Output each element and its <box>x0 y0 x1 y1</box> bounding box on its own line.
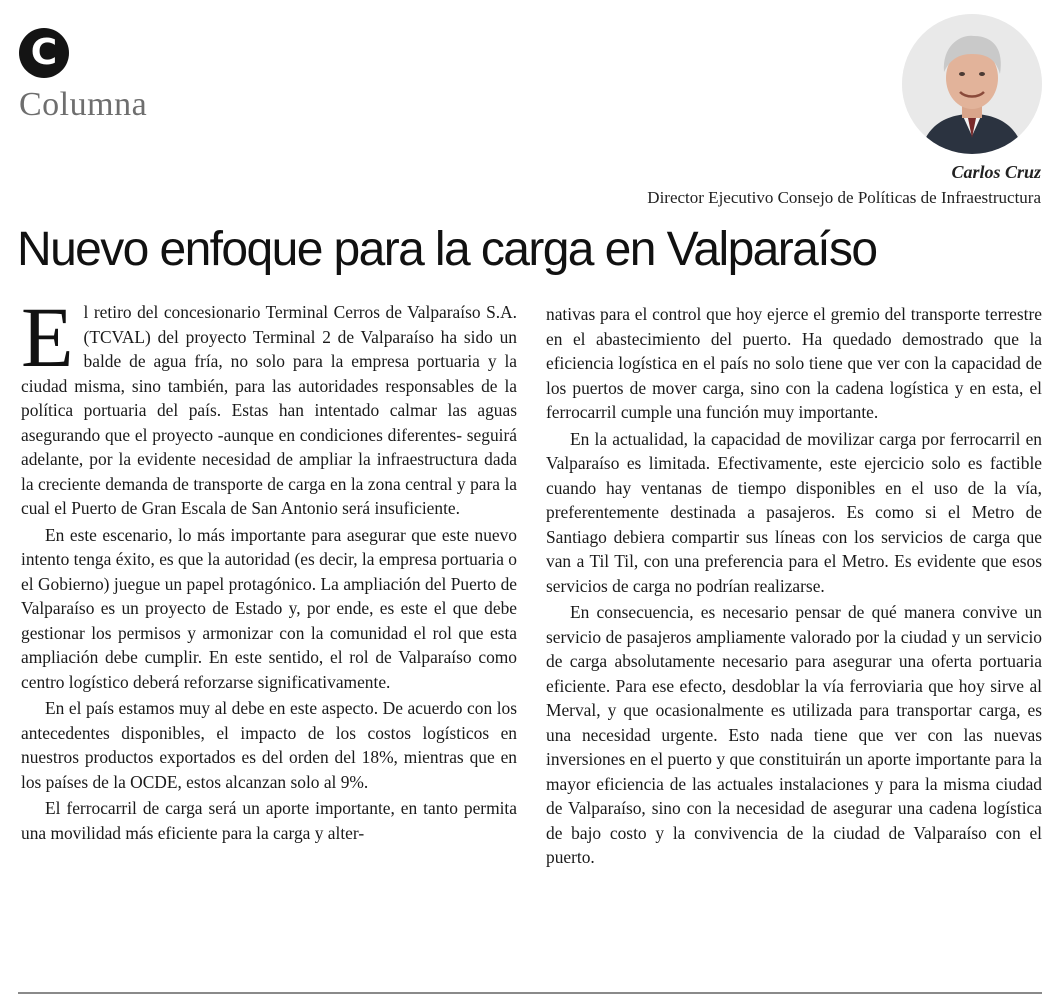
bottom-divider <box>18 992 1042 994</box>
article-column-right <box>546 302 1042 872</box>
drop-cap: E <box>21 289 74 385</box>
section-label: Columna <box>19 86 148 123</box>
article-title: Nuevo enfoque para la carga en Valparaíso <box>17 223 877 276</box>
author-role: Director Ejecutivo Consejo de Políticas de Infraestructura <box>647 188 1041 207</box>
column-logo-icon: C <box>19 28 69 78</box>
article-paragraph: En este escenario, lo más importante para asegurar que este nuevo intento tenga éxito, es que la autoridad (es decir, la empresa portuaria o el Gobierno) juegue un papel protagónico. La ampliación del Puerto de Valparaíso es un proyecto de Estado y, por ende, es este el que debe gestionar los permisos y armonizar con la comunidad el rol que esta ampliación debe cumplir. En este sentido, el rol de Valparaíso como centro logístico deberá reforzarse significativamente. <box>21 524 517 692</box>
author-portrait-icon <box>902 14 1042 154</box>
article-paragraph: nativas para el control que hoy ejerce el gremio del transporte terrestre en el abastecimiento del puerto. Ha quedado demostrado que la eficiencia logística en el país no solo tiene que ver con la capacidad de los puertos de mover carga, sino con la cadena logística y en esta, el ferrocarril cumple una función muy importante. <box>546 304 1042 422</box>
article-paragraph <box>21 289 517 521</box>
paragraph-text: l retiro del concesionario Terminal Cerros de Valparaíso S.A. (TCVAL) del proyecto Terminal 2 de Valparaíso ha sido un balde de agua fría, no solo para la empresa portuaria y la ciudad misma, sino también, para las autoridades responsables de la política portuaria del país. Estas han intentado calmar las aguas asegurando que el proyecto -aunque en condiciones diferentes- seguirá adelante, por la evidente necesidad de ampliar la infraestructura dada la creciente demanda de transporte de carga en la zona central y para la cual el Puerto de Gran Escala de San Antonio será insuficiente. <box>21 302 517 518</box>
author-photo <box>902 14 1042 154</box>
article-paragraph: En la actualidad, la capacidad de movilizar carga por ferrocarril en Valparaíso es limitada. Efectivamente, este ejercicio solo es factible cuando hay ventanas de tiempo disponibles en el uso de la vía, preferentemente destinada a pasajeros. Es como si el Metro de Santiago debiera compartir sus líneas con los servicios de carga que van a Til Til, con una preferencia para el Metro. Es evidente que esos servicios de carga no podrían realizarse. <box>546 428 1042 596</box>
author-name: Carlos Cruz <box>951 162 1041 182</box>
article-paragraph: En consecuencia, es necesario pensar de qué manera convive un servicio de pasajeros ampliamente valorado por la ciudad y un servicio de carga absolutamente necesario para asegurar una oferta portuaria eficiente. Para ese efecto, desdoblar la vía ferroviaria que hoy sirve al Merval, y que ocasionalmente es utilizada para transportar carga, es una necesidad urgente. Esto nada tiene que ver con las nuevas inversiones en el puerto y que constituirán un aporte importante para la mayor eficiencia de las actuales instalaciones y para la misma ciudad de Valparaíso, sino con la necesidad de asegurar una cadena logística de bajo costo y la convivencia de la ciudad de Valparaíso con el puerto. <box>546 602 1042 867</box>
article-paragraph: El ferrocarril de carga será un aporte importante, en tanto permita una movilidad más eficiente para la carga y alter- <box>21 798 517 843</box>
article-paragraph: En el país estamos muy al debe en este aspecto. De acuerdo con los antecedentes disponibles, el impacto de los costos logísticos en nuestros productos exportados es del orden del 18%, mientras que en los países de la OCDE, estos alcanzan solo al 9%. <box>21 698 517 792</box>
article-column-left <box>21 289 517 847</box>
